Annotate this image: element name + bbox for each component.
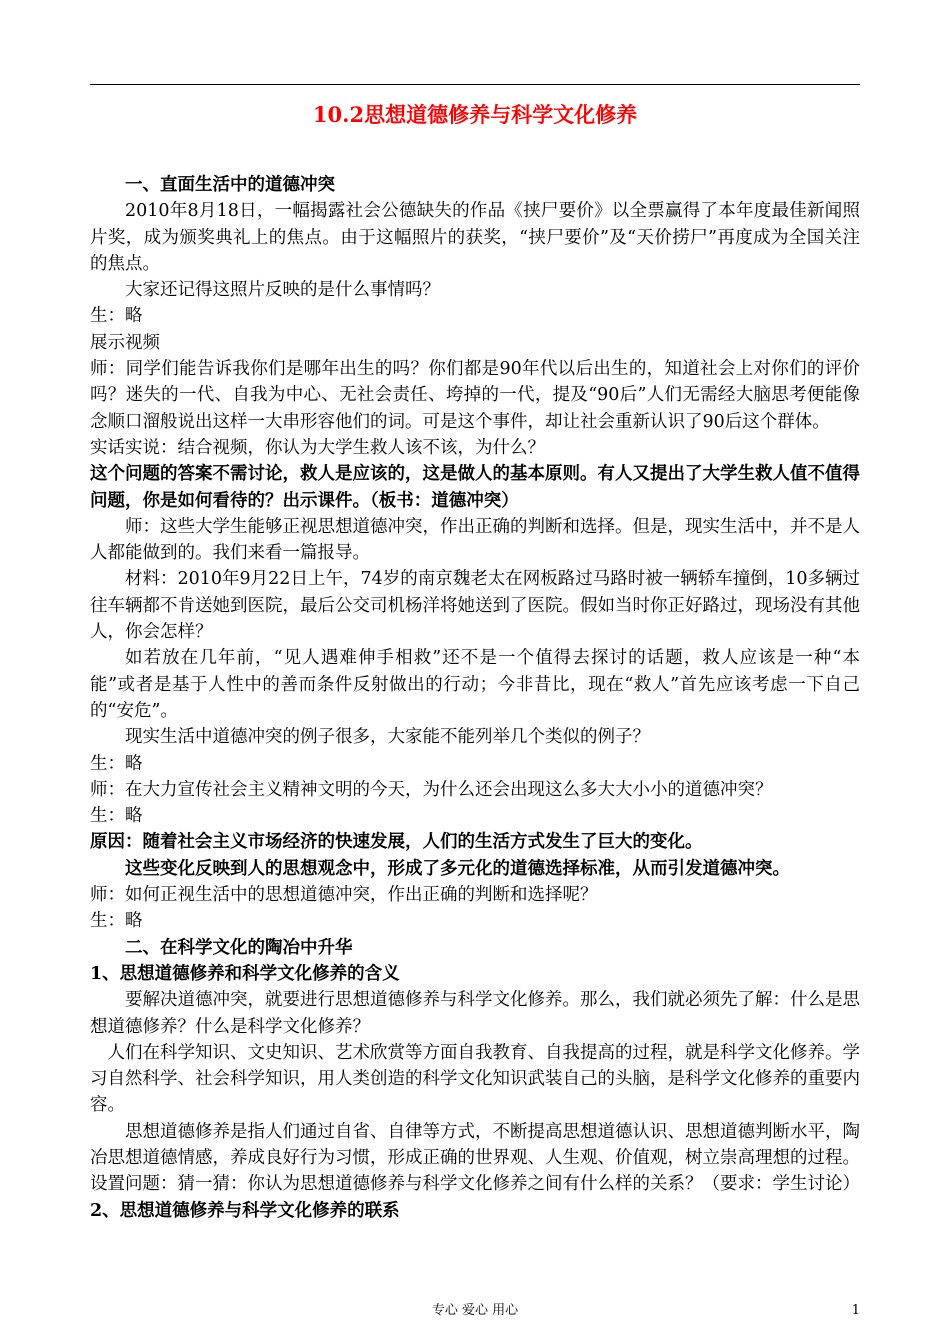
paragraph: 现实生活中道德冲突的例子很多，大家能不能列举几个类似的例子？ — [125, 727, 650, 748]
section-heading-1: 一、直面生活中的道德冲突 — [125, 175, 335, 195]
header-rule — [90, 84, 860, 85]
page-number: 1 — [851, 1303, 860, 1318]
footer-text: 专心 爱心 用心 — [431, 1303, 519, 1318]
subsection-heading-2: 2、思想道德修养与科学文化修养的联系 — [90, 1200, 400, 1221]
paragraph: 师：这些大学生能够正视思想道德冲突，作出正确的判断和选择。但是，现实生活中，并不是人人都能做到的。我们来看一篇报导。 — [90, 516, 860, 564]
paragraph-bold: 这些变化反映到人的思想观念中，形成了多元化的道德选择标准，从而引发道德冲突。 — [125, 858, 790, 879]
paragraph: 人们在科学知识、文史知识、艺术欣赏等方面自我教育、自我提高的过程，就是科学文化修养。学习自然科学、社会科学知识，用人类创造的科学文化知识武装自己的头脑，是科学文化修养的重要内容。 — [90, 1042, 860, 1116]
paragraph: 生：略 — [90, 753, 143, 774]
paragraph-bold: 原因：随着社会主义市场经济的快速发展，人们的生活方式发生了巨大的变化。 — [90, 832, 703, 853]
paragraph: 生：略 — [90, 806, 143, 827]
document-body — [90, 172, 860, 1224]
subsection-heading-1: 1、思想道德修养和科学文化修养的含义 — [90, 963, 400, 984]
paragraph: 师：在大力宣传社会主义精神文明的今天，为什么还会出现这么多大大小小的道德冲突？ — [90, 779, 773, 800]
paragraph: 材料：2010年9月22日上午，74岁的南京魏老太在网板路过马路时被一辆轿车撞倒，10多辆过往车辆都不肯送她到医院，最后公交司机杨洋将她送到了医院。假如当时你正好路过，现场没有其他人，你会怎样？ — [90, 569, 860, 643]
paragraph: 师：同学们能告诉我你们是哪年出生的吗？你们都是90年代以后出生的，知道社会上对你们的评价吗？迷失的一代、自我为中心、无社会责任、垮掉的一代，提及“90后”人们无需经大脑思考便能像念顺口溜般说出这样一大串形容他们的词。可是这个事件，却让社会重新认识了90后这个群体。 — [90, 359, 860, 432]
paragraph: 设置问题：猜一猜：你认为思想道德修养与科学文化修养之间有什么样的关系？（要求：学生讨论） — [90, 1174, 860, 1195]
paragraph: 生：略 — [90, 911, 143, 932]
paragraph: 要解决道德冲突，就要进行思想道德修养与科学文化修养。那么，我们就必须先了解：什么是思想道德修养？什么是科学文化修养？ — [90, 990, 860, 1037]
paragraph-bold: 这个问题的答案不需讨论，救人是应该的，这是做人的基本原则。有人又提出了大学生救人值不值得问题，你是如何看待的？出示课件。（板书：道德冲突） — [90, 464, 860, 511]
paragraph: 展示视频 — [90, 332, 160, 353]
paragraph: 思想道德修养是指人们通过自省、自律等方式，不断提高思想道德认识、思想道德判断水平，陶冶思想道德情感，养成良好行为习惯，形成正确的世界观、人生观、价值观，树立崇高理想的过程。 — [90, 1121, 860, 1168]
section-heading-2: 二、在科学文化的陶冶中升华 — [125, 937, 353, 958]
paragraph: 生：略 — [90, 306, 143, 327]
paragraph: 实话实说：结合视频，你认为大学生救人该不该，为什么？ — [90, 437, 545, 458]
paragraph: 师：如何正视生活中的思想道德冲突，作出正确的判断和选择呢？ — [90, 885, 598, 906]
paragraph: 2010年8月18日，一幅揭露社会公德缺失的作品《挟尸要价》以全票赢得了本年度最佳新闻照片奖，成为颁奖典礼上的焦点。由于这幅照片的获奖，“挟尸要价”及“天价捞尸”再度成为全国关注的焦点。 — [90, 201, 860, 274]
paragraph: 如若放在几年前，“见人遇难伸手相救”还不是一个值得去探讨的话题，救人应该是一种“本能”或者是基于人性中的善而条件反射做出的行动；今非昔比，现在“救人”首先应该考虑一下自己的“安危”。 — [90, 648, 860, 721]
paragraph: 大家还记得这照片反映的是什么事情吗？ — [125, 280, 440, 301]
document-title: 10.2思想道德修养与科学文化修养 — [312, 102, 638, 127]
